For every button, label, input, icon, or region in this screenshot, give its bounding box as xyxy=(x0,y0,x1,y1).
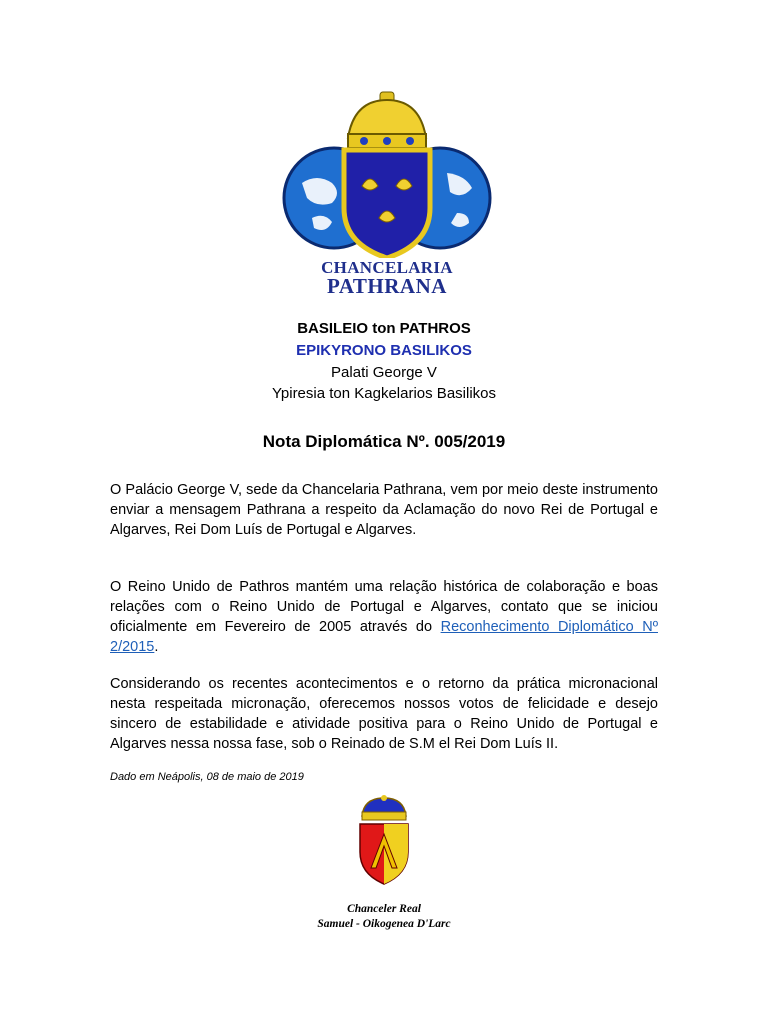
paragraph-3: Considerando os recentes acontecimentos e o retorno da prática micronacional nesta respeitada micronação, oferecemos nossos votos de felicidade e desejo sincero de estabilidade e atividade positiva para o Reino Unido de Portugal e Algarves nessa nossa fase, sob o Reinado de S.M el Rei Dom Luís II. xyxy=(110,676,658,752)
document-title: Nota Diplomática Nº. 005/2019 xyxy=(262,432,506,451)
header-line-3: Palati George V xyxy=(331,364,437,381)
logo-text-pathrana: PATHRANA xyxy=(327,274,447,298)
paragraph-2 xyxy=(110,577,658,657)
paragraph-2-text: O Reino Unido de Pathros mantém uma relação histórica de colaboração e boas relações com o Reino Unido de Portugal e Algarves, contato que se iniciou oficialmente em Fevereiro de 2005 através do xyxy=(110,579,658,635)
crown-shield-icon xyxy=(354,794,414,886)
chancelaria-logo xyxy=(282,88,492,296)
header-line-4: Ypiresia ton Kagkelarios Basilikos xyxy=(272,385,496,402)
reconhecimento-link[interactable]: Reconhecimento Diplomático Nº 2/2015 xyxy=(110,619,658,655)
signature-name: Samuel - Oikogenea D'Larc xyxy=(317,918,451,930)
royal-crest xyxy=(354,794,414,886)
date-line: Dado em Neápolis, 08 de maio de 2019 xyxy=(110,771,304,783)
header-line-2: EPIKYRONO BASILIKOS xyxy=(296,342,472,359)
logo-text-chancelaria: CHANCELARIA xyxy=(321,258,453,277)
crest-globe-icon xyxy=(282,88,492,258)
signature-title: Chanceler Real xyxy=(347,903,421,915)
header-line-1: BASILEIO ton PATHROS xyxy=(297,320,471,337)
paragraph-2-end: . xyxy=(154,639,159,655)
paragraph-1: O Palácio George V, sede da Chancelaria Pathrana, vem por meio deste instrumento enviar a mensagem Pathrana a respeito da Aclamação do novo Rei de Portugal e Algarves, Rei Dom Luís de Portugal e Algarves. xyxy=(110,482,658,538)
